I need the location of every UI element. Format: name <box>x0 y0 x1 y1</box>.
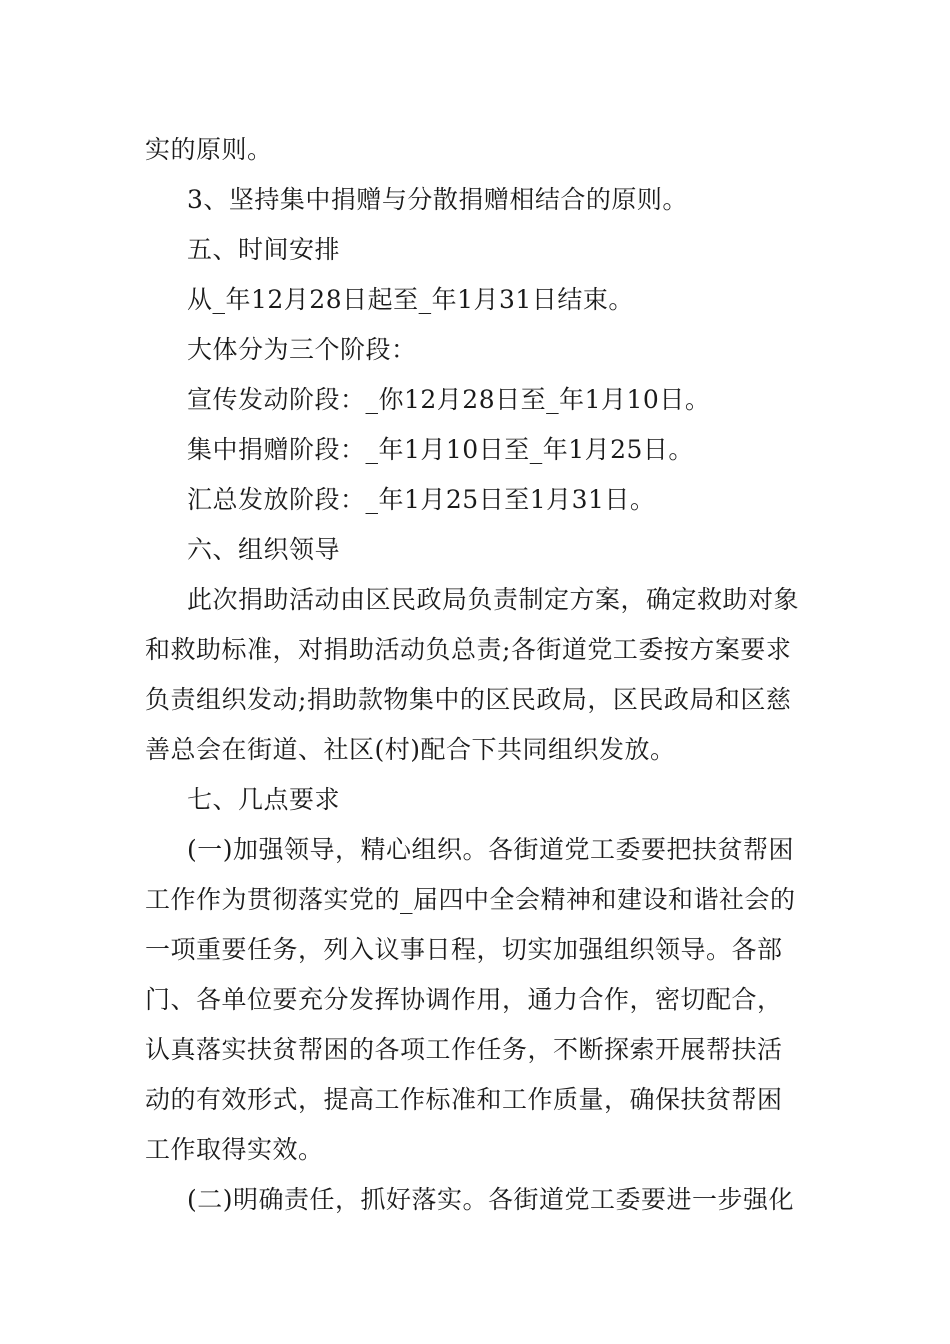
text-line: 门、各单位要充分发挥协调作用，通力合作，密切配合， <box>145 985 783 1014</box>
text-line: 实的原则。 <box>145 135 273 164</box>
text-line: 善总会在街道、社区(村)配合下共同组织发放。 <box>145 735 676 764</box>
text-line: (一)加强领导，精心组织。各街道党工委要把扶贫帮困 <box>187 835 795 864</box>
text-line: 此次捐助活动由区民政局负责制定方案，确定救助对象 <box>187 585 800 614</box>
text-line: 动的有效形式，提高工作标准和工作质量，确保扶贫帮困 <box>145 1085 783 1114</box>
text-line: 负责组织发动;捐助款物集中的区民政局，区民政局和区慈 <box>145 685 792 714</box>
text-line: 工作取得实效。 <box>145 1135 324 1164</box>
section-heading: 六、组织领导 <box>187 535 341 564</box>
text-line: 一项重要任务，列入议事日程，切实加强组织领导。各部 <box>145 935 783 964</box>
section-heading: 五、时间安排 <box>187 235 341 264</box>
text-line: 3、坚持集中捐赠与分散捐赠相结合的原则。 <box>187 185 688 214</box>
section-heading: 七、几点要求 <box>187 785 341 814</box>
text-line: 集中捐赠阶段：_年1月10日至_年1月25日。 <box>187 435 694 464</box>
text-line: 从_年12月28日起至_年1月31日结束。 <box>187 285 634 314</box>
text-line: 汇总发放阶段：_年1月25日至1月31日。 <box>187 485 656 514</box>
text-line: 宣传发动阶段：_你12月28日至_年1月10日。 <box>187 385 711 414</box>
text-line: 认真落实扶贫帮困的各项工作任务，不断探索开展帮扶活 <box>145 1035 783 1064</box>
text-line: 工作作为贯彻落实党的_届四中全会精神和建设和谐社会的 <box>145 885 796 914</box>
text-line: (二)明确责任，抓好落实。各街道党工委要进一步强化 <box>187 1185 795 1214</box>
text-line: 和救助标准，对捐助活动负总责;各街道党工委按方案要求 <box>145 635 792 664</box>
text-line: 大体分为三个阶段： <box>187 335 417 364</box>
